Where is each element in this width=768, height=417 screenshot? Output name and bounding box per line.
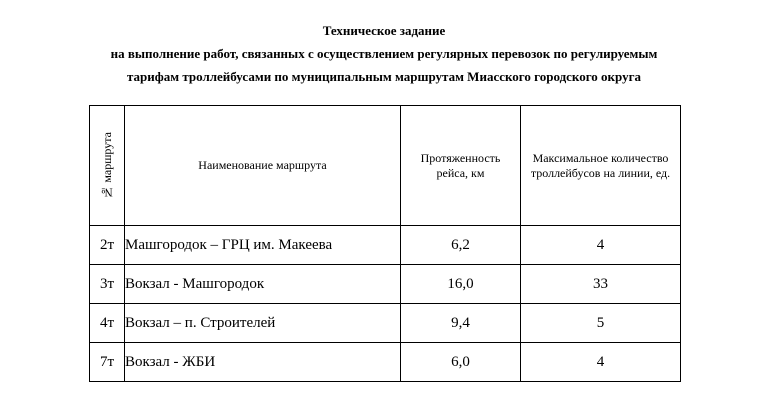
max-trolleybuses-cell: 4 xyxy=(521,343,681,382)
header-route-number-label: № маршрута xyxy=(99,131,114,200)
header-trip-length-label: Протяженность рейса, км xyxy=(420,150,501,180)
header-trip-length xyxy=(401,106,521,226)
route-number-cell: 3т xyxy=(90,265,125,304)
route-name-cell: Вокзал - ЖБИ xyxy=(125,343,401,382)
route-number-cell: 4т xyxy=(90,304,125,343)
table-row xyxy=(90,265,681,304)
route-name-cell: Вокзал - Машгородок xyxy=(125,265,401,304)
header-route-name-label: Наименование маршрута xyxy=(198,158,327,172)
header-route-number xyxy=(90,106,125,226)
header-route-name xyxy=(125,106,401,226)
route-number-cell: 2т xyxy=(90,226,125,265)
table-row xyxy=(90,343,681,382)
table-row xyxy=(90,226,681,265)
table-header-row xyxy=(90,106,681,226)
table-row xyxy=(90,304,681,343)
title-line-3: тарифам троллейбусами по муниципальным маршрутам Миасского городского округа xyxy=(126,69,642,84)
header-max-trolleybuses xyxy=(521,106,681,226)
trip-length-cell: 9,4 xyxy=(401,304,521,343)
trip-length-cell: 6,2 xyxy=(401,226,521,265)
max-trolleybuses-cell: 5 xyxy=(521,304,681,343)
title-line-2: на выполнение работ, связанных с осуществлением регулярных перевозок по регулируемым xyxy=(110,46,658,61)
routes-table xyxy=(89,105,681,382)
route-name-cell: Вокзал – п. Строителей xyxy=(125,304,401,343)
title-line-1: Техническое задание xyxy=(322,23,446,38)
route-name-cell: Машгородок – ГРЦ им. Макеева xyxy=(125,226,401,265)
document-title xyxy=(0,19,768,88)
trip-length-cell: 16,0 xyxy=(401,265,521,304)
header-max-trolleybuses-label: Максимальное количество троллейбусов на линии, ед. xyxy=(530,150,671,180)
trip-length-cell: 6,0 xyxy=(401,343,521,382)
route-number-cell: 7т xyxy=(90,343,125,382)
max-trolleybuses-cell: 33 xyxy=(521,265,681,304)
max-trolleybuses-cell: 4 xyxy=(521,226,681,265)
